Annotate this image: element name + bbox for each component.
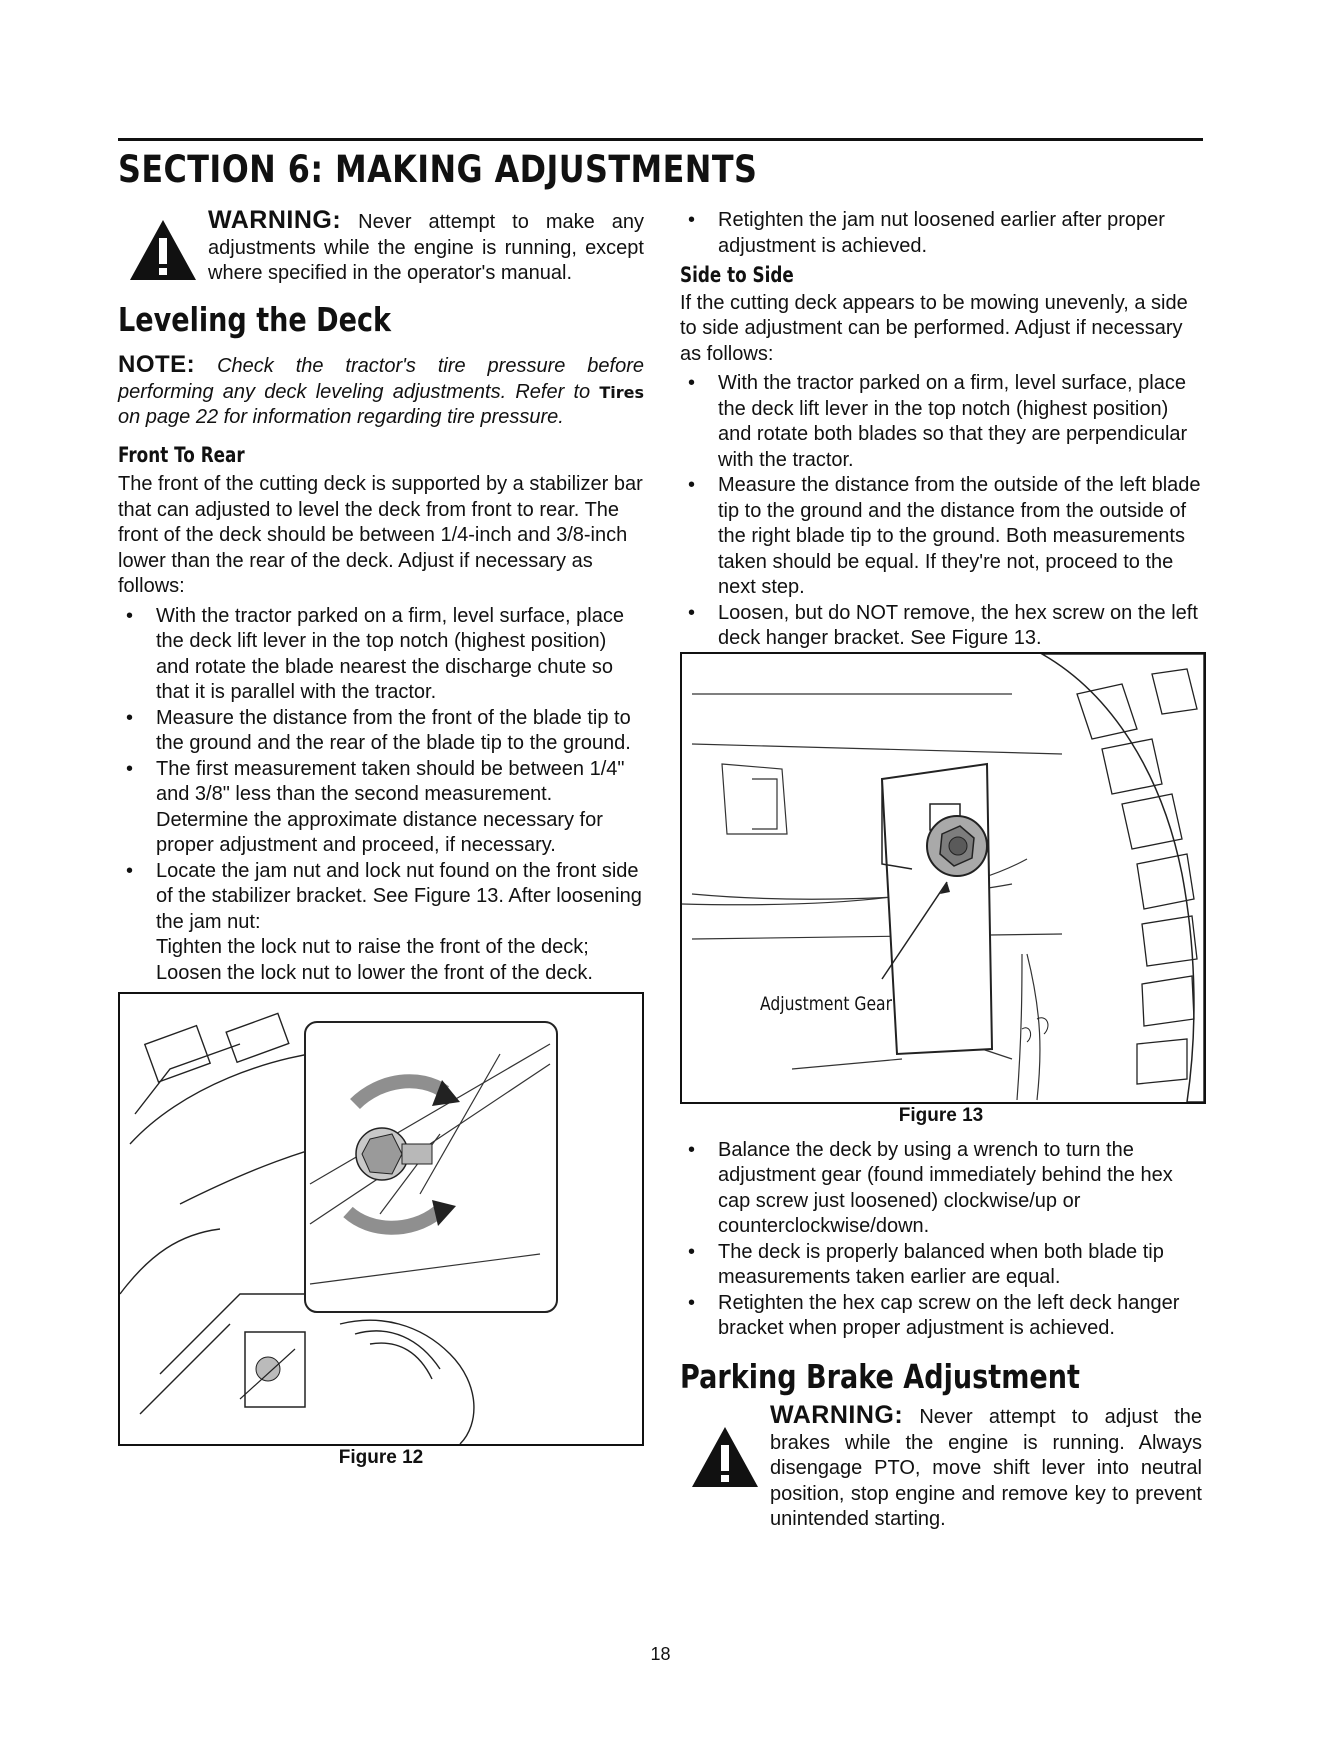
heading-leveling-deck: Leveling the Deck (118, 299, 392, 339)
top-steps (680, 208, 1202, 259)
list-item: • Retighten the hex cap screw on the left deck hanger bracket when proper adjustment is achieved. (680, 1291, 1202, 1342)
section-rule (118, 138, 1203, 141)
warning-text: Never attempt to make any adjustments while the engine is running, except where specified in the operator's manual. (208, 211, 644, 284)
heading-parking-brake: Parking Brake Adjustment (680, 1356, 1080, 1396)
list-item: • The first measurement taken should be between 1/4" and 3/8" less than the second measurement. Determine the approximate distance necessary for proper adjustment and proceed, if necessary. (118, 757, 644, 859)
figure-13-caption: Figure 13 (898, 1104, 984, 1126)
figure-12-illustration (120, 994, 642, 1444)
note-paragraph (118, 352, 644, 431)
heading-front-to-rear: Front To Rear (118, 442, 245, 467)
list-item: • With the tractor parked on a firm, level surface, place the deck lift lever in the top notch (highest position) and rotate the blade nearest the discharge chute so that it is parallel with the tractor. (118, 604, 644, 706)
list-item: • Loosen, but do NOT remove, the hex screw on the left deck hanger bracket. See Figure 13. (680, 601, 1202, 652)
note-text-1: Check the tractor's tire pressure before performing any deck leveling adjustments. Refer to (118, 355, 644, 403)
list-item-line: Loosen the lock nut to lower the front of the deck. (156, 961, 593, 984)
list-item (118, 859, 644, 987)
page-number: 18 (650, 1644, 671, 1664)
note-text-2: on page 22 for information regarding tire pressure. (118, 406, 564, 428)
warning-block (118, 208, 644, 287)
side-to-side-steps (680, 371, 1202, 652)
list-item: • The deck is properly balanced when both blade tip measurements taken earlier are equal. (680, 1240, 1202, 1291)
balance-steps (680, 1138, 1202, 1342)
heading-side-to-side: Side to Side (680, 263, 794, 287)
list-item: • Measure the distance from the outside of the left blade tip to the ground and the distance from the outside of the right blade tip to the ground. Both measurements taken should be equal. If they're not, proceed to the next step. (680, 473, 1202, 601)
figure-13-illustration (682, 654, 1204, 1102)
front-to-rear-intro: The front of the cutting deck is supported by a stabilizer bar that can adjusted to level the deck from front to rear. The front of the deck should be between 1/4-inch and 3/8-inch lower than the rear of the deck. Adjust if necessary as follows: (118, 473, 643, 597)
list-item: • With the tractor parked on a firm, level surface, place the deck lift lever in the top notch (highest position) and rotate both blades so that they are perpendicular with the tractor. (680, 371, 1202, 473)
warning-block-parking (680, 1403, 1202, 1533)
front-to-rear-steps (118, 604, 644, 987)
warning-icon (690, 1425, 760, 1489)
section-title: SECTION 6: MAKING ADJUSTMENTS (118, 148, 758, 191)
list-item: • Balance the deck by using a wrench to turn the adjustment gear (found immediately behind the hex cap screw just loosened) clockwise/up or counterclockwise/down. (680, 1138, 1202, 1240)
note-label: NOTE: (118, 351, 196, 378)
figure-13 (680, 652, 1206, 1104)
figure-13-callout-label: Adjustment Gear (760, 992, 893, 1015)
warning-label: WARNING: (208, 206, 342, 234)
list-item-main: Locate the jam nut and lock nut found on the front side of the stabilizer bracket. See Figure 13. After loosening the jam nut: (156, 859, 642, 933)
list-item-line: Tighten the lock nut to raise the front of the deck; (156, 936, 589, 958)
figure-12 (118, 992, 644, 1446)
warning-icon (128, 218, 198, 282)
right-column (680, 208, 1202, 1533)
left-column (118, 208, 644, 1470)
figure-12-caption: Figure 12 (338, 1447, 424, 1468)
side-to-side-intro: If the cutting deck appears to be mowing unevenly, a side to side adjustment can be performed. Adjust if necessary as follows: (680, 291, 1188, 365)
list-item: • Measure the distance from the front of the blade tip to the ground and the rear of the blade tip to the ground. (118, 706, 644, 757)
note-tires-ref: Tires (599, 382, 644, 402)
warning-text: Never attempt to adjust the brakes while the engine is running. Always disengage PTO, move shift lever into neutral position, stop engine and remove key to prevent unintended starting. (770, 1406, 1202, 1530)
list-item: • Retighten the jam nut loosened earlier after proper adjustment is achieved. (680, 208, 1202, 259)
warning-label: WARNING: (770, 1401, 904, 1429)
